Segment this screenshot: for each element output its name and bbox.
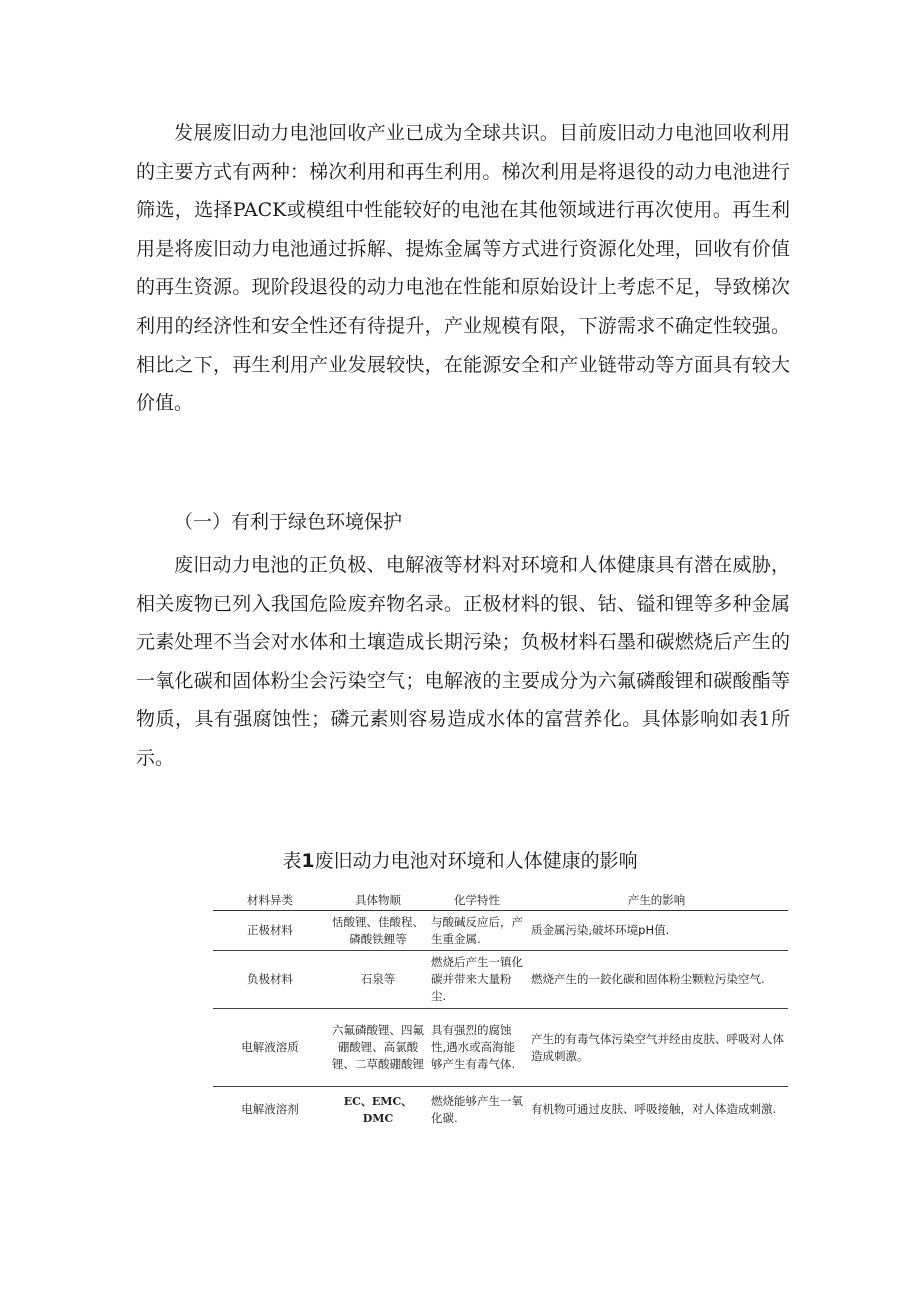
caption-title: 废旧动力电池对环境和人体健康的影响 — [314, 850, 638, 872]
table-row — [213, 951, 788, 1009]
cell-impact: 燃烧产生的一鉸化碳和固体粉尘颗粒污染空气. — [531, 972, 765, 986]
table-row — [213, 911, 788, 951]
paragraph-environment-impact: 废旧动力电池的正负极、电解液等材料对环境和人体健康具有潜在威胁，相关废物已列入我国危险废弃物名录。正极材料的银、钴、镒和锂等多种金属元素处理不当会对水体和土壤造成长期污染；负极材料石墨和碳燃烧后产生的一氧化碳和固体粉尘会污染空气；电解液的主要成分为六氟磷酸锂和碳酸酯等物质，具有强腐蚀性；磷元素则容易造成水体的富营养化。具体影响如表1所示。 — [136, 554, 790, 769]
cell-substance: EC、EMC、DMC — [343, 1094, 413, 1125]
header-substance: 具体物顺 — [327, 888, 429, 911]
caption-prefix: 表 — [282, 850, 302, 872]
section-heading: （一）有利于绿色环境保护 — [174, 511, 403, 533]
cell-material: 正极材料 — [247, 923, 293, 937]
cell-impact: 产生的有毒气体污染空气并经由皮肤、呼吸对人体造成刺激。 — [531, 1031, 784, 1063]
cell-property: 具有强烈的腐蚀性,遇水或高海能够产生有毒气体. — [431, 1023, 516, 1071]
cell-material: 负极材料 — [247, 972, 293, 986]
table-row — [213, 1009, 788, 1087]
header-property: 化学特性 — [429, 888, 525, 911]
impact-table — [213, 888, 788, 1133]
table-header-row — [213, 888, 788, 911]
cell-impact: 有机物可通过皮肤、呼吸接触，对人体造成刺激. — [531, 1102, 777, 1117]
cell-substance: 六氟磷酸锂、四氟硼酸锂、高氯酸锂、二草酸硼酸锂 — [332, 1023, 424, 1071]
header-impact: 产生的影响 — [525, 888, 788, 911]
cell-property: 燃烧后产生一镇化碳并带来大量粉尘. — [431, 955, 523, 1003]
caption-number: 1 — [301, 850, 315, 872]
paragraph-recycling-methods: 发展废旧动力电池回收产业已成为全球共识。目前废旧动力电池回收利用的主要方式有两种：梯次利用和再生利用。梯次利用是将退役的动力电池进行筛选，选择PACK或模组中性能较好的电池在其他领域进行再次使用。再生利用是将废旧动力电池通过拆解、提炼金属等方式进行资源化处理，回收有价值的再生资源。现阶段退役的动力电池在性能和原始设计上考虑不足，导致梯次利用的经济性和安全性还有待提升，产业规模有限，下游需求不确定性较强。相比之下，再生利用产业发展较快，在能源安全和产业链带动等方面具有较大价值。 — [136, 122, 790, 415]
cell-impact: 质金属污染,破坏环境pH值. — [531, 923, 670, 937]
cell-material: 电解液溶质 — [241, 1040, 299, 1054]
table-caption — [0, 846, 920, 873]
cell-property: 燃烧能够产生一氧化碳. — [431, 1093, 523, 1125]
cell-substance: 恬酸锂、佳酸程、磷酸铁鲤等 — [332, 914, 424, 946]
table-row — [213, 1087, 788, 1133]
header-material: 材料异类 — [213, 888, 327, 911]
cell-substance: 石泉等 — [360, 972, 396, 986]
cell-material: 电解液溶剂 — [241, 1102, 299, 1117]
cell-property: 与酸碱反应后，产生重金属. — [431, 914, 523, 946]
